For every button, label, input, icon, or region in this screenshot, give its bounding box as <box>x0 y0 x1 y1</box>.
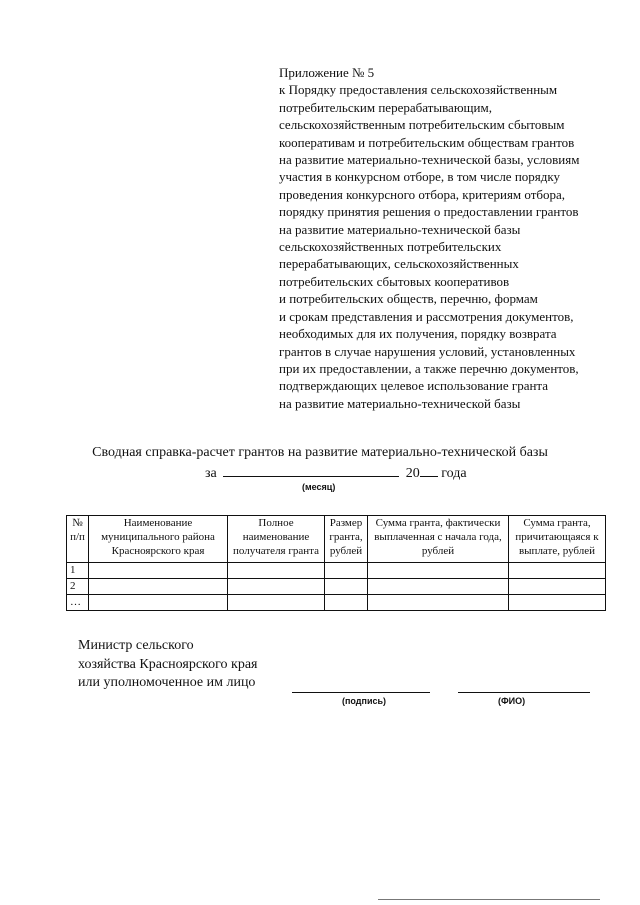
header-recipient: Полное наименование получателя гранта <box>228 516 325 563</box>
appendix-line: порядку принятия решения о предоставлении грантов <box>279 204 579 220</box>
table-cell <box>509 563 606 579</box>
row-number: 1 <box>67 563 89 579</box>
table-cell <box>325 595 368 611</box>
table-cell <box>368 563 509 579</box>
table-cell <box>228 595 325 611</box>
period-line <box>205 463 467 483</box>
table-cell <box>89 563 228 579</box>
table-cell <box>325 563 368 579</box>
header-number: № п/п <box>67 516 89 563</box>
header-due-sum: Сумма гранта, причитающаяся к выплате, рублей <box>509 516 606 563</box>
appendix-line: участия в конкурсном отборе, в том числе порядку <box>279 169 561 185</box>
table-cell <box>509 595 606 611</box>
appendix-line: необходимых для их получения, порядку возврата <box>279 326 557 342</box>
table-cell <box>368 579 509 595</box>
row-number: … <box>67 595 89 611</box>
signer-line: или уполномоченное им лицо <box>78 675 256 690</box>
appendix-line: на развитие материально-технической базы <box>279 395 521 411</box>
table-cell <box>228 579 325 595</box>
name-line <box>458 691 590 693</box>
grant-table <box>66 515 606 611</box>
period-prefix: за <box>205 466 217 481</box>
appendix-line: проведения конкурсного отбора, критериям отбора, <box>279 186 566 202</box>
table-cell <box>509 579 606 595</box>
table-row <box>67 563 606 579</box>
month-field-line <box>223 463 399 477</box>
month-caption: (месяц) <box>302 482 336 492</box>
table-cell <box>89 595 228 611</box>
appendix-line: к Порядку предоставления сельскохозяйственным <box>279 82 558 98</box>
page-edge-line <box>378 899 600 900</box>
document-title: Сводная справка-расчет грантов на развитие материально-технической базы <box>92 445 548 460</box>
signer-block <box>78 637 257 693</box>
header-paid-sum: Сумма гранта, фактически выплаченная с начала года, рублей <box>368 516 509 563</box>
appendix-line: кооперативам и потребительским обществам грантов <box>279 134 575 150</box>
signer-line: Министр сельского <box>78 638 194 653</box>
table-row <box>67 579 606 595</box>
appendix-line: сельскохозяйственным потребительским сбытовым <box>279 117 565 133</box>
appendix-block <box>279 64 634 412</box>
year-prefix: 20 <box>405 466 420 481</box>
signer-line: хозяйства Красноярского края <box>78 656 258 672</box>
appendix-line: Приложение № 5 <box>279 65 375 80</box>
table-cell <box>89 579 228 595</box>
appendix-line: потребительских сбытовых кооперативов <box>279 273 510 289</box>
period-suffix: года <box>441 466 467 481</box>
signature-line <box>292 691 430 693</box>
appendix-line: грантов в случае нарушения условий, установленных <box>279 343 576 359</box>
appendix-line: подтверждающих целевое использование гранта <box>279 378 549 394</box>
name-caption: (ФИО) <box>498 696 526 706</box>
appendix-line: потребительским перерабатывающим, <box>279 99 492 115</box>
table-cell <box>325 579 368 595</box>
appendix-line: на развитие материально-технической базы <box>279 221 521 237</box>
table-cell <box>228 563 325 579</box>
appendix-line: перерабатывающих, сельскохозяйственных <box>279 256 519 272</box>
appendix-line: при их предоставлении, а также перечню документов, <box>279 360 579 376</box>
year-field-line <box>420 463 438 477</box>
appendix-line: сельскохозяйственных потребительских <box>279 239 502 255</box>
row-number: 2 <box>67 579 89 595</box>
appendix-line: и срокам представления и рассмотрения документов, <box>279 308 574 324</box>
header-grant-size: Размер гранта, рублей <box>325 516 368 563</box>
appendix-line: и потребительских обществ, перечню, формам <box>279 291 538 307</box>
table-cell <box>368 595 509 611</box>
table-header-row <box>67 516 606 563</box>
table-row <box>67 595 606 611</box>
header-district: Наименование муниципального района Красноярского края <box>89 516 228 563</box>
appendix-line: на развитие материально-технической базы, условиям <box>279 152 580 168</box>
signature-caption: (подпись) <box>342 696 387 706</box>
